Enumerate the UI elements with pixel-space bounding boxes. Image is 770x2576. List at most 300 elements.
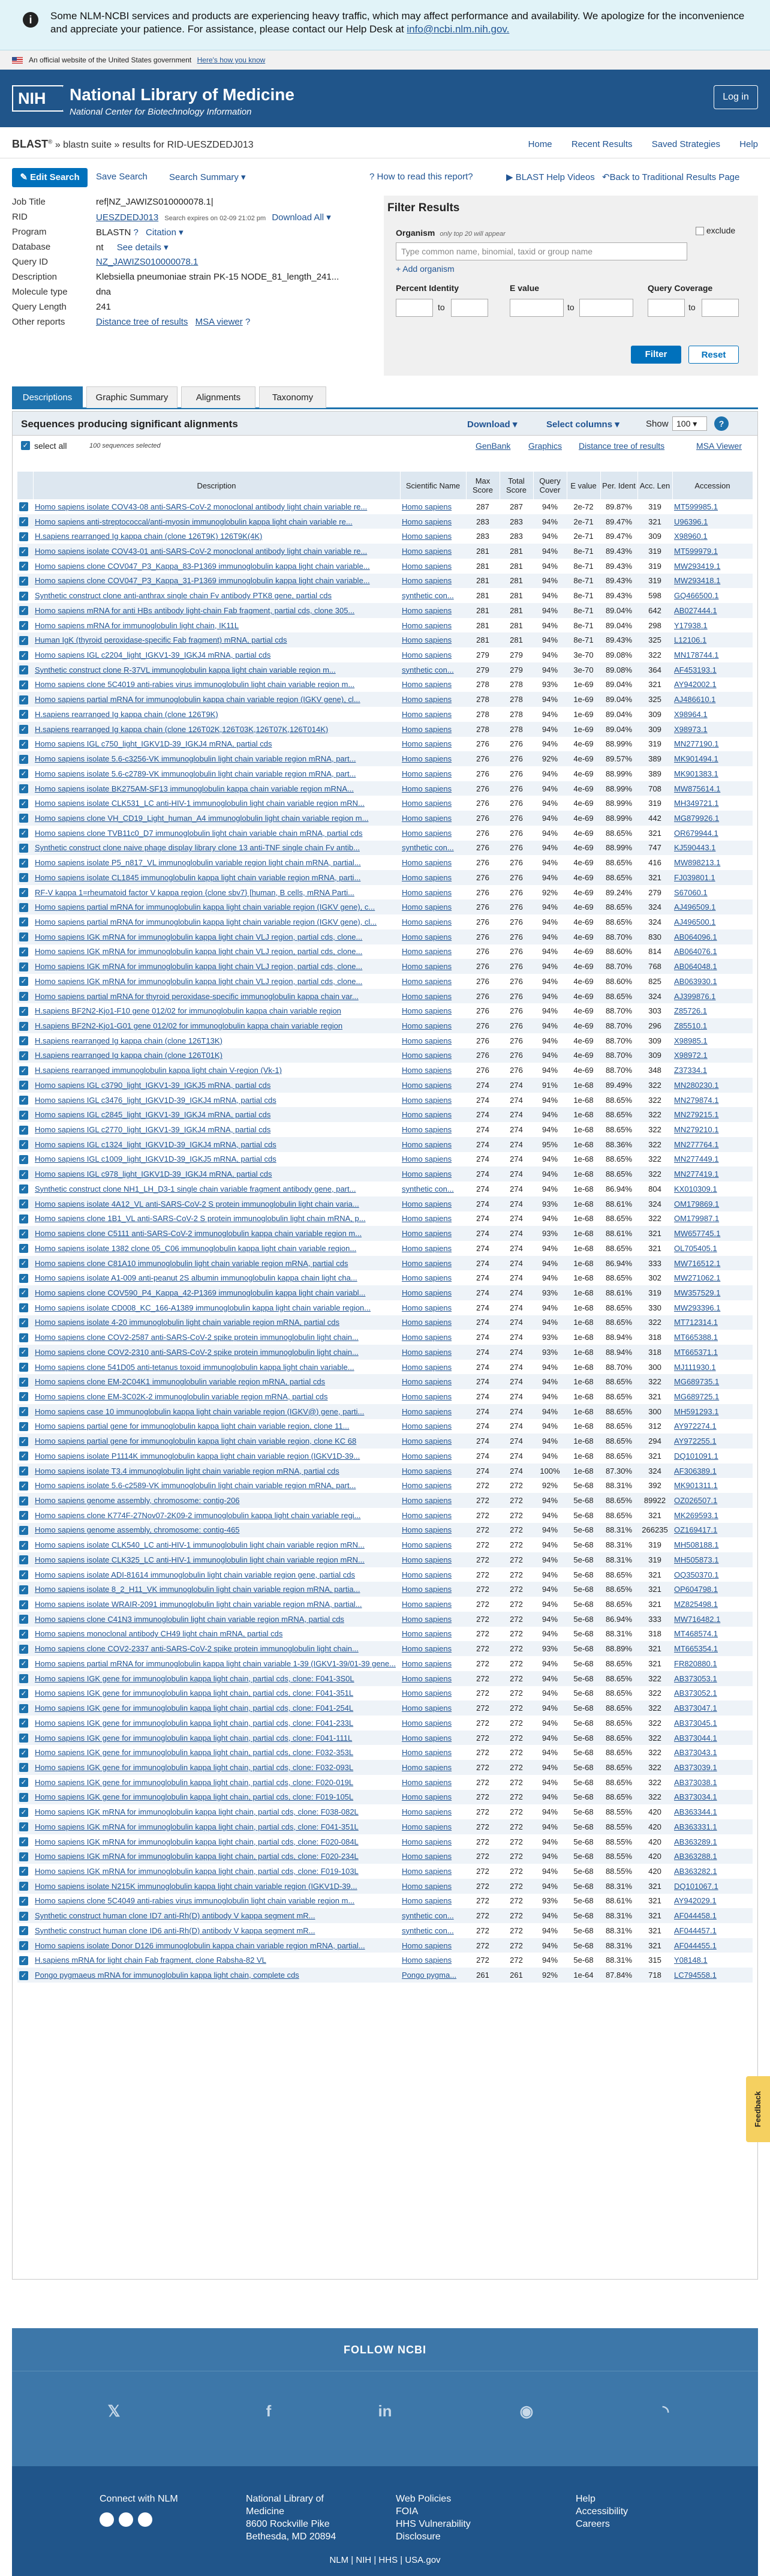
row-checkbox[interactable]: ✓ bbox=[19, 1407, 28, 1416]
row-description-link[interactable]: Homo sapiens IGL c2770_light_IGKV1-39_IGKJ4 mRNA, partial cds bbox=[35, 1125, 271, 1135]
row-description-link[interactable]: Homo sapiens isolate N215K immunoglobulin kappa light chain variable region (IGKV1D-39... bbox=[35, 1881, 357, 1891]
distance-tree-link[interactable]: Distance tree of results bbox=[579, 441, 665, 451]
row-description-link[interactable]: Homo sapiens IGL c2845_light_IGKV1-39_IGKJ4 mRNA, partial cds bbox=[35, 1110, 271, 1120]
table-row[interactable] bbox=[17, 1894, 753, 1909]
row-description-link[interactable]: Homo sapiens partial mRNA for thyroid peroxidase-specific immunoglobulin kappa chain var... bbox=[35, 991, 359, 1001]
row-description-link[interactable]: Pongo pygmaeus mRNA for immunoglobulin kappa light chain, complete cds bbox=[35, 1971, 299, 1980]
table-row[interactable] bbox=[17, 1374, 753, 1389]
row-scientific-name-link[interactable]: Homo sapiens bbox=[402, 1095, 452, 1105]
row-description-link[interactable]: Homo sapiens IGK gene for immunoglobulin kappa light chain, partial cds, clone: F041-351L bbox=[35, 1689, 354, 1698]
table-row[interactable] bbox=[17, 1567, 753, 1582]
row-accession-link[interactable]: MW271062.1 bbox=[674, 1273, 721, 1283]
row-checkbox[interactable]: ✓ bbox=[19, 592, 28, 601]
table-row[interactable] bbox=[17, 974, 753, 989]
row-checkbox[interactable]: ✓ bbox=[19, 1259, 28, 1268]
table-row[interactable] bbox=[17, 514, 753, 529]
row-scientific-name-link[interactable]: Homo sapiens bbox=[402, 932, 452, 941]
row-checkbox[interactable]: ✓ bbox=[19, 740, 28, 749]
query-coverage-max[interactable] bbox=[702, 299, 739, 317]
row-checkbox[interactable]: ✓ bbox=[19, 1852, 28, 1861]
table-row[interactable] bbox=[17, 944, 753, 959]
twitter-icon[interactable]: 𝕏 bbox=[100, 2512, 114, 2527]
row-description-link[interactable]: Homo sapiens isolate T3.4 immunoglobulin light chain variable region mRNA, partial cds bbox=[35, 1466, 339, 1476]
row-description-link[interactable]: Homo sapiens IGK mRNA for immunoglobulin kappa light chain VLJ region, partial cds, clone... bbox=[35, 932, 363, 941]
table-row[interactable] bbox=[17, 1879, 753, 1894]
row-description-link[interactable]: Homo sapiens isolate P1114K immunoglobulin kappa light chain variable region (IGKV1D-39... bbox=[35, 1451, 360, 1461]
row-scientific-name-link[interactable]: Homo sapiens bbox=[402, 1466, 452, 1476]
table-row[interactable] bbox=[17, 751, 753, 766]
row-accession-link[interactable]: AF044455.1 bbox=[674, 1941, 717, 1950]
table-row[interactable] bbox=[17, 885, 753, 900]
row-scientific-name-link[interactable]: Homo sapiens bbox=[402, 1674, 452, 1683]
row-accession-link[interactable]: MW293419.1 bbox=[674, 561, 721, 571]
row-checkbox[interactable]: ✓ bbox=[19, 1511, 28, 1520]
row-checkbox[interactable]: ✓ bbox=[19, 1081, 28, 1090]
linkedin-icon[interactable]: in bbox=[378, 2402, 392, 2420]
tab-graphic-summary[interactable]: Graphic Summary bbox=[86, 386, 178, 408]
row-description-link[interactable]: Homo sapiens isolate CLK531_LC anti-HIV-1 immunoglobulin light chain variable region mRN... bbox=[35, 799, 365, 808]
row-accession-link[interactable]: MW293418.1 bbox=[674, 576, 721, 586]
row-checkbox[interactable]: ✓ bbox=[19, 1303, 28, 1312]
row-accession-link[interactable]: MJ111930.1 bbox=[674, 1362, 716, 1372]
row-description-link[interactable]: Homo sapiens isolate P5_n817_VL immunoglobulin variable region light chain mRNA, partial... bbox=[35, 858, 361, 868]
row-scientific-name-link[interactable]: Homo sapiens bbox=[402, 1229, 452, 1238]
row-accession-link[interactable]: MH508188.1 bbox=[674, 1540, 719, 1550]
row-description-link[interactable]: Homo sapiens IGK gene for immunoglobulin kappa light chain, partial cds, clone: F019-105L bbox=[35, 1792, 354, 1802]
row-scientific-name-link[interactable]: Homo sapiens bbox=[402, 517, 452, 526]
row-checkbox[interactable]: ✓ bbox=[19, 1867, 28, 1876]
row-accession-link[interactable]: AJ496509.1 bbox=[674, 902, 716, 912]
row-description-link[interactable]: H.sapiens rearranged Ig kappa chain (clone 126T01K) bbox=[35, 1051, 222, 1060]
table-row[interactable] bbox=[17, 1790, 753, 1805]
row-scientific-name-link[interactable]: Homo sapiens bbox=[402, 1792, 452, 1802]
table-row[interactable] bbox=[17, 1152, 753, 1167]
row-description-link[interactable]: Homo sapiens IGK gene for immunoglobulin kappa light chain, partial cds, clone: F032-093L bbox=[35, 1762, 354, 1772]
row-scientific-name-link[interactable]: Homo sapiens bbox=[402, 1525, 452, 1535]
table-row[interactable] bbox=[17, 618, 753, 633]
row-description-link[interactable]: Homo sapiens IGK gene for immunoglobulin kappa light chain, partial cds, clone: F041-254L bbox=[35, 1704, 354, 1713]
helpdesk-email-link[interactable]: info@ncbi.nlm.nih.gov. bbox=[407, 23, 510, 35]
row-description-link[interactable]: H.sapiens rearranged Ig kappa chain (clone 126T02K,126T03K,126T07K,126T014K) bbox=[35, 724, 329, 734]
row-checkbox[interactable]: ✓ bbox=[19, 1096, 28, 1105]
table-row[interactable] bbox=[17, 1597, 753, 1612]
table-row[interactable] bbox=[17, 707, 753, 722]
row-checkbox[interactable]: ✓ bbox=[19, 1126, 28, 1135]
table-row[interactable] bbox=[17, 1775, 753, 1790]
row-checkbox[interactable]: ✓ bbox=[19, 1036, 28, 1045]
row-description-link[interactable]: Homo sapiens IGL c2204_light_IGKV1-39_IGKJ4 mRNA, partial cds bbox=[35, 650, 271, 660]
row-scientific-name-link[interactable]: Pongo pygma... bbox=[402, 1971, 457, 1980]
row-description-link[interactable]: H.sapiens mRNA for light chain Fab fragment, clone Rabsha-82 VL bbox=[35, 1956, 266, 1965]
row-accession-link[interactable]: MT599979.1 bbox=[674, 547, 718, 556]
row-scientific-name-link[interactable]: Homo sapiens bbox=[402, 1837, 452, 1846]
row-description-link[interactable]: Homo sapiens isolate COV43-01 anti-SARS-CoV-2 monoclonal antibody light chain variable re... bbox=[35, 547, 368, 556]
row-scientific-name-link[interactable]: Homo sapiens bbox=[402, 1659, 452, 1668]
table-row[interactable] bbox=[17, 1938, 753, 1953]
row-scientific-name-link[interactable]: Homo sapiens bbox=[402, 1496, 452, 1506]
row-scientific-name-link[interactable]: Homo sapiens bbox=[402, 1006, 452, 1016]
row-description-link[interactable]: H.sapiens rearranged Ig kappa chain (clone 126T9K) 126T9K(4K) bbox=[35, 532, 263, 541]
table-row[interactable] bbox=[17, 1760, 753, 1775]
row-accession-link[interactable]: AB363288.1 bbox=[674, 1852, 717, 1861]
table-row[interactable] bbox=[17, 929, 753, 944]
table-row[interactable] bbox=[17, 692, 753, 707]
row-accession-link[interactable]: MT599985.1 bbox=[674, 502, 718, 511]
genbank-link[interactable]: GenBank bbox=[476, 441, 511, 451]
row-accession-link[interactable]: AJ496500.1 bbox=[674, 917, 716, 926]
table-row[interactable] bbox=[17, 1731, 753, 1746]
row-description-link[interactable]: Homo sapiens clone 5C4049 anti-rabies virus immunoglobulin light chain variable region m... bbox=[35, 1896, 355, 1906]
row-checkbox[interactable]: ✓ bbox=[19, 1526, 28, 1535]
row-scientific-name-link[interactable]: Homo sapiens bbox=[402, 1614, 452, 1624]
table-row[interactable] bbox=[17, 1641, 753, 1656]
row-scientific-name-link[interactable]: Homo sapiens bbox=[402, 1881, 452, 1891]
row-checkbox[interactable]: ✓ bbox=[19, 665, 28, 674]
column-header-max-score[interactable]: Max Score bbox=[466, 472, 500, 499]
row-scientific-name-link[interactable]: Homo sapiens bbox=[402, 769, 452, 778]
row-description-link[interactable]: Homo sapiens IGK mRNA for immunoglobulin kappa light chain, partial cds, clone: F038-082L bbox=[35, 1807, 359, 1817]
row-accession-link[interactable]: AB373053.1 bbox=[674, 1674, 717, 1683]
row-scientific-name-link[interactable]: Homo sapiens bbox=[402, 532, 452, 541]
row-description-link[interactable]: Homo sapiens partial mRNA for immunoglobulin kappa light chain variable region (IGKV gene), cl... bbox=[35, 917, 377, 926]
row-scientific-name-link[interactable]: Homo sapiens bbox=[402, 799, 452, 808]
row-checkbox[interactable]: ✓ bbox=[19, 606, 28, 615]
row-accession-link[interactable]: AJ486610.1 bbox=[674, 695, 716, 704]
row-accession-link[interactable]: MW293396.1 bbox=[674, 1303, 721, 1312]
row-accession-link[interactable]: AB363344.1 bbox=[674, 1807, 717, 1817]
footer-agency-links[interactable]: NLM | NIH | HHS | USA.gov bbox=[329, 2555, 441, 2565]
row-accession-link[interactable]: AB373044.1 bbox=[674, 1733, 717, 1743]
row-description-link[interactable]: Homo sapiens case 10 immunoglobulin kappa light chain variable region (IGKV@) gene, parti... bbox=[35, 1407, 365, 1416]
column-header-scientific-name[interactable]: Scientific Name bbox=[400, 472, 466, 499]
row-description-link[interactable]: Homo sapiens clone C5111 anti-SARS-CoV-2 immunoglobulin kappa chain variable region m... bbox=[35, 1229, 362, 1238]
row-scientific-name-link[interactable]: Homo sapiens bbox=[402, 872, 452, 882]
row-accession-link[interactable]: MH591293.1 bbox=[674, 1407, 719, 1416]
table-row[interactable] bbox=[17, 1063, 753, 1078]
row-scientific-name-link[interactable]: Homo sapiens bbox=[402, 709, 452, 719]
row-scientific-name-link[interactable]: Homo sapiens bbox=[402, 1021, 452, 1031]
rss-icon[interactable]: ◝ bbox=[662, 2402, 669, 2420]
table-row[interactable] bbox=[17, 826, 753, 841]
row-accession-link[interactable]: MN279874.1 bbox=[674, 1095, 719, 1105]
row-checkbox[interactable]: ✓ bbox=[19, 799, 28, 808]
table-row[interactable] bbox=[17, 1508, 753, 1523]
row-checkbox[interactable]: ✓ bbox=[19, 1274, 28, 1283]
row-scientific-name-link[interactable]: Homo sapiens bbox=[402, 1407, 452, 1416]
row-checkbox[interactable]: ✓ bbox=[19, 1348, 28, 1357]
row-accession-link[interactable]: AY942002.1 bbox=[674, 680, 717, 689]
table-row[interactable] bbox=[17, 1226, 753, 1241]
row-accession-link[interactable]: OP604798.1 bbox=[674, 1585, 718, 1594]
row-description-link[interactable]: Homo sapiens mRNA for immunoglobulin light chain, IK11L bbox=[35, 620, 239, 630]
help-icon[interactable]: ? bbox=[245, 317, 251, 327]
table-row[interactable] bbox=[17, 1627, 753, 1642]
row-checkbox[interactable]: ✓ bbox=[19, 903, 28, 912]
row-scientific-name-link[interactable]: synthetic con... bbox=[402, 1184, 454, 1193]
row-scientific-name-link[interactable]: Homo sapiens bbox=[402, 1051, 452, 1060]
row-description-link[interactable]: Synthetic construct human clone ID6 anti-Rh(D) antibody V kappa segment mR... bbox=[35, 1926, 315, 1935]
table-row[interactable] bbox=[17, 1211, 753, 1226]
row-checkbox[interactable]: ✓ bbox=[19, 1467, 28, 1476]
facebook-icon[interactable]: f bbox=[119, 2512, 133, 2527]
row-accession-link[interactable]: MK901311.1 bbox=[674, 1481, 718, 1491]
row-checkbox[interactable]: ✓ bbox=[19, 1333, 28, 1342]
row-description-link[interactable]: Homo sapiens IGL c978_light_IGKV1D-39_IGKJ4 mRNA, partial cds bbox=[35, 1169, 272, 1179]
row-accession-link[interactable]: OL705405.1 bbox=[674, 1243, 717, 1253]
row-scientific-name-link[interactable]: Homo sapiens bbox=[402, 1437, 452, 1446]
row-scientific-name-link[interactable]: Homo sapiens bbox=[402, 1080, 452, 1090]
row-scientific-name-link[interactable]: Homo sapiens bbox=[402, 1704, 452, 1713]
row-checkbox[interactable]: ✓ bbox=[19, 1882, 28, 1891]
row-accession-link[interactable]: MK901383.1 bbox=[674, 769, 718, 778]
row-checkbox[interactable]: ✓ bbox=[19, 1066, 28, 1075]
row-accession-link[interactable]: MT468574.1 bbox=[674, 1629, 718, 1639]
row-scientific-name-link[interactable]: Homo sapiens bbox=[402, 1807, 452, 1817]
row-accession-link[interactable]: Y08148.1 bbox=[674, 1956, 708, 1965]
table-row[interactable] bbox=[17, 1033, 753, 1048]
row-scientific-name-link[interactable]: Homo sapiens bbox=[402, 976, 452, 986]
table-row[interactable] bbox=[17, 1819, 753, 1834]
table-row[interactable] bbox=[17, 841, 753, 856]
row-description-link[interactable]: Homo sapiens partial gene for immunoglobulin kappa light chain variable region, clone 11... bbox=[35, 1422, 350, 1431]
table-row[interactable] bbox=[17, 1404, 753, 1419]
column-header-evalue[interactable]: E value bbox=[567, 472, 600, 499]
table-row[interactable] bbox=[17, 1345, 753, 1360]
tab-alignments[interactable]: Alignments bbox=[181, 386, 255, 408]
row-accession-link[interactable]: DQ101067.1 bbox=[674, 1881, 718, 1891]
row-accession-link[interactable]: MW357529.1 bbox=[674, 1288, 721, 1297]
table-row[interactable] bbox=[17, 1003, 753, 1018]
row-scientific-name-link[interactable]: Homo sapiens bbox=[402, 1451, 452, 1461]
row-scientific-name-link[interactable]: Homo sapiens bbox=[402, 1540, 452, 1550]
row-accession-link[interactable]: AF044457.1 bbox=[674, 1926, 717, 1935]
row-scientific-name-link[interactable]: Homo sapiens bbox=[402, 1941, 452, 1950]
how-to-read-link[interactable]: ? How to read this report? bbox=[369, 172, 473, 182]
row-description-link[interactable]: Homo sapiens isolate 5.6-c2589-VK immunoglobulin light chain variable region mRNA, part... bbox=[35, 1481, 356, 1491]
row-scientific-name-link[interactable]: Homo sapiens bbox=[402, 1288, 452, 1297]
row-accession-link[interactable]: Z85510.1 bbox=[674, 1021, 707, 1031]
row-checkbox[interactable]: ✓ bbox=[19, 517, 28, 526]
row-scientific-name-link[interactable]: Homo sapiens bbox=[402, 739, 452, 749]
table-row[interactable] bbox=[17, 529, 753, 544]
row-accession-link[interactable]: MW875614.1 bbox=[674, 784, 721, 793]
row-accession-link[interactable]: MN277190.1 bbox=[674, 739, 719, 749]
row-description-link[interactable]: Homo sapiens isolate 5.6-c3256-VK immunoglobulin light chain variable region mRNA, part... bbox=[35, 754, 356, 764]
row-description-link[interactable]: Homo sapiens IGK mRNA for immunoglobulin kappa light chain, partial cds, clone: F020-234L bbox=[35, 1852, 359, 1861]
row-accession-link[interactable]: LC794558.1 bbox=[674, 1971, 717, 1980]
row-scientific-name-link[interactable]: synthetic con... bbox=[402, 1911, 454, 1921]
row-description-link[interactable]: Homo sapiens IGK mRNA for immunoglobulin kappa light chain VLJ region, partial cds, clone... bbox=[35, 962, 363, 971]
help-videos-link[interactable]: ▶ BLAST Help Videos bbox=[506, 172, 595, 182]
row-scientific-name-link[interactable]: Homo sapiens bbox=[402, 1169, 452, 1179]
table-row[interactable] bbox=[17, 737, 753, 752]
row-description-link[interactable]: Homo sapiens clone K774F-27Nov07-2K09-2 immunoglobulin kappa light chain variable regi... bbox=[35, 1510, 361, 1520]
row-checkbox[interactable]: ✓ bbox=[19, 1007, 28, 1016]
table-row[interactable] bbox=[17, 1908, 753, 1923]
table-row[interactable] bbox=[17, 1968, 753, 1983]
row-checkbox[interactable]: ✓ bbox=[19, 1615, 28, 1624]
table-row[interactable] bbox=[17, 574, 753, 589]
reset-button[interactable]: Reset bbox=[688, 346, 739, 364]
row-checkbox[interactable]: ✓ bbox=[19, 1570, 28, 1579]
row-accession-link[interactable]: AY972255.1 bbox=[674, 1437, 717, 1446]
row-checkbox[interactable]: ✓ bbox=[19, 1704, 28, 1713]
row-description-link[interactable]: Homo sapiens clone C41N3 immunoglobulin light chain variable region mRNA, partial cds bbox=[35, 1614, 344, 1624]
nav-help[interactable]: Help bbox=[739, 139, 758, 149]
row-checkbox[interactable]: ✓ bbox=[19, 1555, 28, 1564]
row-scientific-name-link[interactable]: Homo sapiens bbox=[402, 828, 452, 838]
row-accession-link[interactable]: FR820880.1 bbox=[674, 1659, 717, 1668]
query-id-link[interactable]: NZ_JAWIZS010000078.1 bbox=[96, 257, 198, 267]
row-accession-link[interactable]: AB363282.1 bbox=[674, 1866, 717, 1876]
row-accession-link[interactable]: AY942029.1 bbox=[674, 1896, 717, 1906]
row-description-link[interactable]: Homo sapiens IGL c3790_light_IGKV1-39_IGKJ5 mRNA, partial cds bbox=[35, 1080, 271, 1090]
row-accession-link[interactable]: AB363289.1 bbox=[674, 1837, 717, 1846]
row-scientific-name-link[interactable]: Homo sapiens bbox=[402, 1777, 452, 1787]
row-accession-link[interactable]: KX010309.1 bbox=[674, 1184, 717, 1193]
row-description-link[interactable]: Homo sapiens clone 541D05 anti-tetanus toxoid immunoglobulin kappa light chain variable... bbox=[35, 1362, 354, 1372]
table-row[interactable] bbox=[17, 1582, 753, 1597]
nav-saved-strategies[interactable]: Saved Strategies bbox=[651, 139, 720, 149]
row-scientific-name-link[interactable]: synthetic con... bbox=[402, 665, 454, 674]
row-accession-link[interactable]: Y17938.1 bbox=[674, 620, 708, 630]
citation-dropdown[interactable]: Citation ▾ bbox=[146, 227, 184, 238]
row-scientific-name-link[interactable]: Homo sapiens bbox=[402, 650, 452, 660]
traditional-results-link[interactable]: ↶Back to Traditional Results Page bbox=[602, 172, 740, 182]
row-checkbox[interactable]: ✓ bbox=[19, 1482, 28, 1491]
row-checkbox[interactable]: ✓ bbox=[19, 755, 28, 764]
row-accession-link[interactable]: AB027444.1 bbox=[674, 605, 717, 615]
row-accession-link[interactable]: Z37334.1 bbox=[674, 1066, 707, 1075]
column-header-description[interactable]: Description bbox=[33, 472, 400, 499]
add-organism-link[interactable]: + Add organism bbox=[396, 264, 455, 274]
row-description-link[interactable]: Synthetic construct clone NH1_LH_D3-1 single chain variable fragment antibody gene, part... bbox=[35, 1184, 356, 1193]
table-row[interactable] bbox=[17, 1834, 753, 1849]
row-scientific-name-link[interactable]: Homo sapiens bbox=[402, 1629, 452, 1639]
row-checkbox[interactable]: ✓ bbox=[19, 1941, 28, 1950]
table-row[interactable] bbox=[17, 559, 753, 574]
row-description-link[interactable]: Homo sapiens isolate CLK540_LC anti-HIV-1 immunoglobulin light chain variable region mRN... bbox=[35, 1540, 365, 1550]
row-scientific-name-link[interactable]: Homo sapiens bbox=[402, 1318, 452, 1327]
row-description-link[interactable]: Homo sapiens clone 5C4019 anti-rabies virus immunoglobulin light chain variable region m... bbox=[35, 680, 355, 689]
select-all-checkbox[interactable]: ✓ bbox=[21, 441, 30, 450]
row-scientific-name-link[interactable]: Homo sapiens bbox=[402, 1422, 452, 1431]
table-row[interactable] bbox=[17, 959, 753, 974]
table-row[interactable] bbox=[17, 1849, 753, 1864]
row-scientific-name-link[interactable]: Homo sapiens bbox=[402, 1154, 452, 1164]
row-accession-link[interactable]: MN279215.1 bbox=[674, 1110, 719, 1120]
table-row[interactable] bbox=[17, 766, 753, 781]
query-coverage-min[interactable] bbox=[648, 299, 685, 317]
row-description-link[interactable]: Homo sapiens clone C81A10 immunoglobulin light chain variable region mRNA, partial cds bbox=[35, 1258, 348, 1268]
row-checkbox[interactable]: ✓ bbox=[19, 680, 28, 689]
row-scientific-name-link[interactable]: Homo sapiens bbox=[402, 1333, 452, 1342]
table-row[interactable] bbox=[17, 1656, 753, 1671]
row-description-link[interactable]: H.sapiens rearranged immunoglobulin kappa light chain V-region (Vk-1) bbox=[35, 1066, 282, 1075]
row-description-link[interactable]: Homo sapiens isolate 5.6-c2789-VK immunoglobulin light chain variable region mRNA, part... bbox=[35, 769, 356, 778]
youtube-icon[interactable]: ▶ bbox=[138, 2512, 152, 2527]
row-scientific-name-link[interactable]: Homo sapiens bbox=[402, 1036, 452, 1045]
row-checkbox[interactable]: ✓ bbox=[19, 1956, 28, 1965]
row-checkbox[interactable]: ✓ bbox=[19, 1288, 28, 1297]
row-checkbox[interactable]: ✓ bbox=[19, 769, 28, 778]
row-checkbox[interactable]: ✓ bbox=[19, 1822, 28, 1831]
row-accession-link[interactable]: MN280230.1 bbox=[674, 1080, 719, 1090]
row-scientific-name-link[interactable]: Homo sapiens bbox=[402, 1762, 452, 1772]
feedback-button[interactable]: Feedback bbox=[746, 2076, 770, 2142]
row-scientific-name-link[interactable]: Homo sapiens bbox=[402, 1199, 452, 1208]
row-accession-link[interactable]: MW716512.1 bbox=[674, 1258, 721, 1268]
row-accession-link[interactable]: AF044458.1 bbox=[674, 1911, 717, 1921]
table-row[interactable] bbox=[17, 989, 753, 1004]
row-checkbox[interactable]: ✓ bbox=[19, 1244, 28, 1253]
table-row[interactable] bbox=[17, 1241, 753, 1256]
row-checkbox[interactable]: ✓ bbox=[19, 547, 28, 556]
row-scientific-name-link[interactable]: Homo sapiens bbox=[402, 1066, 452, 1075]
table-row[interactable] bbox=[17, 1493, 753, 1508]
table-row[interactable] bbox=[17, 1122, 753, 1137]
row-scientific-name-link[interactable]: Homo sapiens bbox=[402, 1600, 452, 1609]
row-description-link[interactable]: Homo sapiens genome assembly, chromosome: contig-206 bbox=[35, 1496, 240, 1506]
row-accession-link[interactable]: MZ825498.1 bbox=[674, 1600, 718, 1609]
row-checkbox[interactable]: ✓ bbox=[19, 532, 28, 541]
row-scientific-name-link[interactable]: synthetic con... bbox=[402, 591, 454, 601]
distance-tree-link[interactable]: Distance tree of results bbox=[96, 317, 188, 327]
table-row[interactable] bbox=[17, 1523, 753, 1538]
row-description-link[interactable]: RF-V kappa 1=rheumatoid factor V kappa region {clone sbv7} [human, B cells, mRNA Parti... bbox=[35, 887, 354, 897]
row-scientific-name-link[interactable]: Homo sapiens bbox=[402, 1214, 452, 1223]
row-accession-link[interactable]: MT712314.1 bbox=[674, 1318, 718, 1327]
row-description-link[interactable]: Homo sapiens IGK gene for immunoglobulin kappa light chain, partial cds, clone: F041-3S0L bbox=[35, 1674, 354, 1683]
row-accession-link[interactable]: AB373038.1 bbox=[674, 1777, 717, 1787]
blast-home-link[interactable]: BLAST bbox=[12, 138, 48, 150]
row-description-link[interactable]: Homo sapiens isolate CD008_KC_166-A1389 immunoglobulin kappa light chain variable region... bbox=[35, 1303, 371, 1312]
row-description-link[interactable]: Homo sapiens IGL c750_light_IGKV1D-39_IGKJ4 mRNA, partial cds bbox=[35, 739, 272, 749]
table-row[interactable] bbox=[17, 1612, 753, 1627]
row-accession-link[interactable]: AB063930.1 bbox=[674, 976, 717, 986]
row-accession-link[interactable]: MN277419.1 bbox=[674, 1169, 719, 1179]
table-row[interactable] bbox=[17, 1360, 753, 1375]
table-row[interactable] bbox=[17, 914, 753, 929]
foia-link[interactable]: FOIA bbox=[396, 2506, 419, 2517]
row-accession-link[interactable]: MT665371.1 bbox=[674, 1347, 718, 1357]
row-accession-link[interactable]: MH505873.1 bbox=[674, 1555, 719, 1564]
row-scientific-name-link[interactable]: Homo sapiens bbox=[402, 605, 452, 615]
row-accession-link[interactable]: X98973.1 bbox=[674, 724, 708, 734]
row-accession-link[interactable]: MK269593.1 bbox=[674, 1510, 718, 1520]
row-checkbox[interactable]: ✓ bbox=[19, 725, 28, 734]
row-scientific-name-link[interactable]: Homo sapiens bbox=[402, 635, 452, 645]
row-accession-link[interactable]: MK901494.1 bbox=[674, 754, 718, 764]
row-accession-link[interactable]: OM179987.1 bbox=[674, 1214, 720, 1223]
table-row[interactable] bbox=[17, 677, 753, 692]
column-header-total-score[interactable]: Total Score bbox=[500, 472, 533, 499]
table-row[interactable] bbox=[17, 1107, 753, 1122]
save-search-link[interactable]: Save Search bbox=[96, 172, 148, 182]
row-accession-link[interactable]: AB363331.1 bbox=[674, 1822, 717, 1831]
table-row[interactable] bbox=[17, 1018, 753, 1033]
row-checkbox[interactable]: ✓ bbox=[19, 859, 28, 868]
row-checkbox[interactable]: ✓ bbox=[19, 502, 28, 511]
row-checkbox[interactable]: ✓ bbox=[19, 1926, 28, 1935]
help-icon[interactable]: ? bbox=[714, 416, 729, 431]
row-checkbox[interactable]: ✓ bbox=[19, 1719, 28, 1728]
row-scientific-name-link[interactable]: Homo sapiens bbox=[402, 1243, 452, 1253]
row-checkbox[interactable]: ✓ bbox=[19, 977, 28, 986]
row-accession-link[interactable]: OQ350370.1 bbox=[674, 1570, 719, 1579]
exclude-checkbox[interactable] bbox=[696, 227, 704, 235]
table-row[interactable] bbox=[17, 662, 753, 677]
